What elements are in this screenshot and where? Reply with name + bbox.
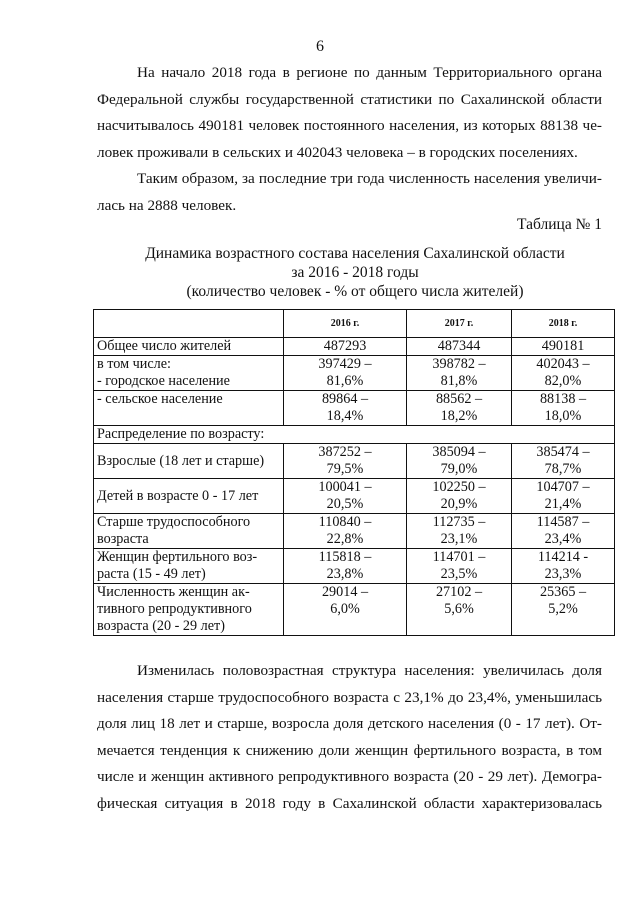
value-line: 100041 – — [318, 479, 372, 495]
value-line: 18,2% — [440, 408, 478, 424]
row-label — [94, 549, 284, 584]
value-line: 385474 – — [536, 444, 590, 460]
value-line: 23,5% — [440, 566, 478, 582]
text-line: насчитывалось 490181 человек постоянного населения, из которых 88138 че- — [97, 117, 602, 134]
text-line: населения старше трудоспособного возраста с 23,1% до 23,4%, уменьшилась — [97, 688, 602, 706]
value-line: 20,5% — [326, 496, 364, 512]
value-line: 78,7% — [544, 461, 582, 477]
value-line: 385094 – — [432, 444, 486, 460]
row-label-line: Распределение по возрасту: — [97, 426, 265, 442]
paragraph-population — [97, 60, 602, 166]
value-line: 402043 – — [536, 356, 590, 372]
text-line: Федеральной службы государственной статистики по Сахалинской области — [97, 90, 602, 108]
value-line: 82,0% — [544, 373, 582, 389]
row-label-line: Численность женщин ак- — [97, 584, 250, 600]
value-line: 22,8% — [326, 531, 364, 547]
table-row — [94, 479, 615, 514]
value-line: 114701 – — [432, 549, 486, 565]
value-line: 387252 – — [318, 444, 372, 460]
value-line: 23,4% — [544, 531, 582, 547]
value-line: 487293 — [323, 338, 367, 354]
value-line: 27102 – — [435, 584, 483, 600]
text-line: Изменилась половозрастная структура населения: увеличилась доля — [137, 662, 602, 679]
value-line: 6,0% — [330, 601, 360, 617]
value-line: 23,8% — [326, 566, 364, 582]
value-line: 112735 – — [432, 514, 486, 530]
header-year: 2017 г. — [407, 310, 512, 338]
value-line: 88562 – — [435, 391, 483, 407]
table-row — [94, 356, 615, 391]
row-label — [94, 391, 284, 426]
value-cell — [512, 549, 615, 584]
value-line: 490181 — [541, 338, 585, 354]
value-line: 81,8% — [440, 373, 478, 389]
value-cell — [284, 479, 407, 514]
value-cell — [284, 584, 407, 636]
value-line: 110840 – — [318, 514, 372, 530]
paragraph-structure — [97, 658, 602, 817]
text-line: лась на 2888 человек. — [97, 196, 237, 214]
value-line: 398782 – — [432, 356, 486, 372]
row-label — [94, 514, 284, 549]
page-number: 6 — [316, 38, 324, 55]
value-line: 5,2% — [548, 601, 578, 617]
row-label-line: возраста — [97, 531, 149, 547]
table-row — [94, 444, 615, 479]
value-line: 114214 - — [537, 549, 589, 565]
row-label-line: возраста (20 - 29 лет) — [97, 618, 225, 634]
value-cell — [407, 338, 512, 356]
value-cell — [512, 584, 615, 636]
row-label — [94, 426, 615, 444]
value-line: 25365 – — [539, 584, 587, 600]
value-cell — [284, 514, 407, 549]
row-label-line: Детей в возрасте 0 - 17 лет — [97, 487, 259, 504]
row-label — [94, 584, 284, 636]
value-cell — [407, 479, 512, 514]
text-line: фическая ситуация в 2018 году в Сахалинской области характеризовалась — [97, 794, 602, 812]
value-cell — [284, 549, 407, 584]
value-cell — [284, 356, 407, 391]
row-label-line: Женщин фертильного воз- — [97, 549, 258, 565]
table-body — [94, 338, 615, 636]
table-title-line: за 2016 - 2018 годы — [291, 264, 419, 281]
value-cell — [512, 391, 615, 426]
text-line: На начало 2018 года в регионе по данным Территориального органа — [137, 64, 602, 81]
value-line: 21,4% — [544, 496, 582, 512]
row-label-line: - сельское население — [97, 391, 223, 407]
value-line: 18,0% — [544, 408, 582, 424]
value-line: 81,6% — [326, 373, 364, 389]
row-label-line: раста (15 - 49 лет) — [97, 566, 206, 582]
row-label-line: в том числе: — [97, 356, 171, 372]
table-row — [94, 584, 615, 636]
value-cell — [407, 514, 512, 549]
population-table — [93, 309, 615, 636]
text-line: Таким образом, за последние три года численность населения увеличи- — [137, 170, 602, 187]
value-cell — [407, 584, 512, 636]
row-label — [94, 444, 284, 479]
row-label-line: - городское население — [97, 373, 230, 389]
value-cell — [284, 338, 407, 356]
value-cell — [407, 549, 512, 584]
value-line: 89864 – — [321, 391, 369, 407]
value-cell — [284, 444, 407, 479]
value-cell — [512, 514, 615, 549]
table-row — [94, 338, 615, 356]
row-label — [94, 338, 284, 356]
value-cell — [407, 444, 512, 479]
value-cell — [512, 338, 615, 356]
table-row — [94, 391, 615, 426]
value-line: 487344 — [437, 338, 481, 354]
header-year: 2018 г. — [512, 310, 615, 338]
value-cell — [284, 391, 407, 426]
value-line: 104707 – — [536, 479, 590, 495]
header-empty — [94, 310, 284, 338]
row-label-line: тивного репродуктивного — [97, 601, 252, 617]
value-line: 20,9% — [440, 496, 478, 512]
row-label-line: Общее число жителей — [97, 338, 232, 354]
value-line: 23,1% — [440, 531, 478, 547]
table-row — [94, 549, 615, 584]
value-cell — [512, 356, 615, 391]
value-line: 79,5% — [326, 461, 364, 477]
value-line: 397429 – — [318, 356, 372, 372]
value-cell — [512, 444, 615, 479]
value-line: 102250 – — [432, 479, 486, 495]
table-number: Таблица № 1 — [517, 216, 602, 233]
value-line: 5,6% — [444, 601, 474, 617]
value-line: 88138 – — [539, 391, 587, 407]
value-cell — [407, 391, 512, 426]
value-line: 115818 – — [318, 549, 372, 565]
row-label-line: Старше трудоспособного — [97, 514, 251, 530]
value-line: 114587 – — [536, 514, 590, 530]
value-line: 18,4% — [326, 408, 364, 424]
row-label-line: Взрослые (18 лет и старше) — [97, 452, 265, 469]
text-line: мечается тенденция к снижению доли женщин фертильного возраста, в том — [97, 741, 602, 759]
table-header-row — [94, 310, 615, 338]
value-line: 23,3% — [544, 566, 582, 582]
value-line: 29014 – — [321, 584, 369, 600]
table-row — [94, 426, 615, 444]
text-line: доля лиц 18 лет и старше, возросла доля детского населения (0 - 17 лет). От- — [97, 715, 602, 732]
table-title-line: (количество человек - % от общего числа жителей) — [186, 283, 524, 300]
table-title — [60, 244, 640, 301]
table-row — [94, 514, 615, 549]
row-label — [94, 356, 284, 391]
table-title-line: Динамика возрастного состава населения Сахалинской области — [145, 245, 565, 262]
text-line: ловек проживали в сельских и 402043 человека – в городских поселениях. — [97, 143, 578, 161]
header-year: 2016 г. — [284, 310, 407, 338]
value-cell — [512, 479, 615, 514]
row-label — [94, 479, 284, 514]
value-cell — [407, 356, 512, 391]
value-line: 79,0% — [440, 461, 478, 477]
text-line: числе и женщин активного репродуктивного возраста (20 - 29 лет). Демогра- — [97, 768, 602, 785]
paragraph-growth — [97, 166, 602, 219]
